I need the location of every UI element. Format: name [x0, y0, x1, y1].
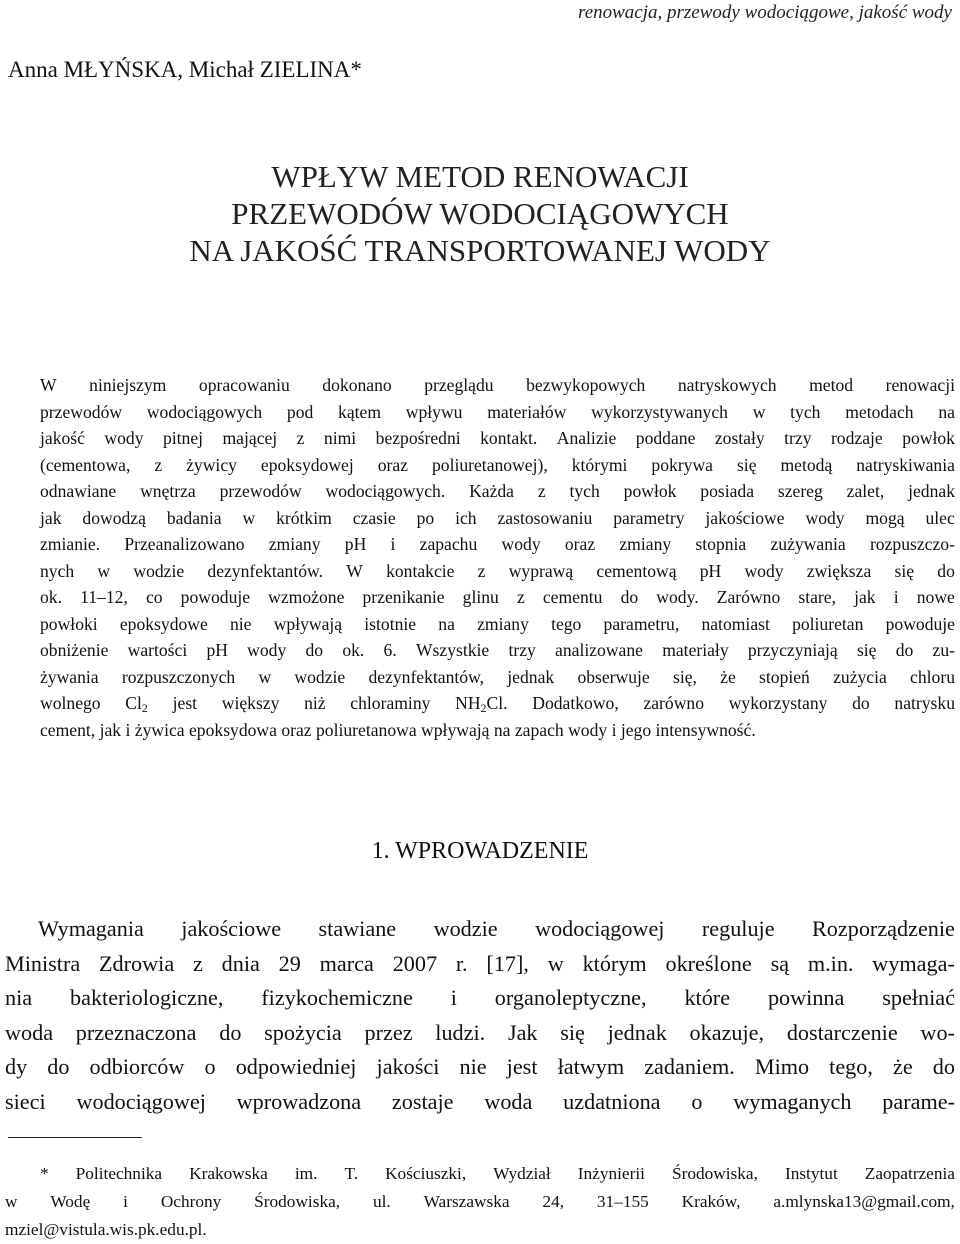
word: przeglądu: [424, 375, 494, 395]
word: i: [893, 587, 899, 607]
word: pitnej: [162, 428, 204, 448]
word: obserwuje: [577, 666, 650, 687]
word: wpływają: [273, 613, 343, 634]
word: Ochrony: [160, 1192, 222, 1211]
abstract-text: Cl. Dodatkowo, zarówno wykorzystany do natrysku: [486, 693, 955, 713]
word: wody.: [656, 587, 699, 607]
footnote: [5, 1160, 955, 1244]
abstract-line: [40, 452, 955, 479]
word: uzdatniona: [563, 1088, 661, 1114]
word: Zaopatrzenia: [864, 1164, 955, 1183]
word: Każda: [469, 481, 514, 501]
word: odpowiedniej: [235, 1054, 357, 1079]
abstract-line: [40, 399, 955, 426]
word: tych: [790, 401, 821, 422]
word: do: [219, 1019, 242, 1045]
word: z: [516, 587, 525, 607]
word: kontakcie: [386, 560, 455, 581]
word: wody: [744, 560, 784, 581]
abstract-line: [40, 425, 955, 452]
intro-line: [5, 912, 955, 947]
word: epoksydowej: [260, 454, 354, 475]
word: pokrywa: [651, 454, 713, 475]
word: pH: [344, 534, 367, 554]
word: Wydział: [493, 1164, 551, 1183]
word: pod: [286, 401, 314, 422]
word: r.: [455, 950, 468, 976]
word: 24,: [542, 1192, 565, 1211]
word: istotnie: [364, 613, 417, 634]
word: wnętrza: [140, 481, 196, 501]
word: tego: [551, 613, 582, 634]
word: że: [893, 1054, 913, 1079]
abstract-line: [40, 690, 955, 717]
word: w: [97, 560, 111, 581]
abstract-line: [40, 505, 955, 532]
word: powłok: [902, 428, 955, 448]
word: cementu: [542, 587, 603, 607]
title-line: WPŁYW METOD RENOWACJI: [271, 159, 689, 194]
word: określone: [665, 950, 752, 976]
word: zadaniem.: [644, 1054, 735, 1079]
word: na: [938, 401, 955, 422]
word: bakteriologiczne,: [70, 985, 224, 1010]
word: powłoki: [40, 613, 98, 634]
word: parametry: [613, 507, 685, 528]
word: mającej: [222, 428, 278, 448]
word: jakość: [40, 428, 85, 448]
word: materiały: [662, 640, 729, 660]
word: trzy: [508, 640, 536, 660]
word: wody: [501, 534, 541, 554]
abstract: [40, 372, 955, 743]
word: dezynfektantów.: [207, 560, 324, 581]
word: zmiany: [268, 534, 321, 554]
word: się: [560, 1019, 585, 1045]
word: ulec: [925, 507, 955, 528]
abstract-line: [40, 372, 955, 399]
word: 31–155: [596, 1192, 649, 1211]
word: fizykochemiczne: [261, 985, 413, 1010]
word: wymaga-: [872, 950, 955, 976]
word: że: [720, 666, 736, 687]
word: stopnia: [695, 534, 747, 554]
word: zastosowaniu: [497, 507, 593, 528]
authors: Anna MŁYŃSKA, Michał ZIELINA*: [8, 57, 362, 82]
word: Ministra: [5, 950, 81, 976]
word: do: [895, 640, 914, 660]
word: ul.: [372, 1192, 391, 1211]
word: parametru,: [603, 613, 680, 634]
word: wodociągowej: [76, 1088, 206, 1114]
abstract-line: [40, 611, 955, 638]
word: cementową: [596, 560, 677, 581]
word: W: [40, 375, 57, 395]
word: w: [242, 507, 256, 528]
word: ich: [455, 507, 477, 528]
word: po: [416, 507, 435, 528]
word: wpływu: [405, 401, 463, 422]
word: dostarczenie: [786, 1019, 898, 1045]
word: którym: [582, 950, 647, 976]
word: oraz: [377, 454, 408, 475]
word: wprowadzona: [236, 1088, 362, 1114]
word: trzy: [784, 428, 812, 448]
word: 11–12,: [80, 587, 128, 607]
word: co: [145, 587, 163, 607]
word: natryskowych: [677, 375, 777, 395]
abstract-line: [40, 664, 955, 691]
word: przewodów: [40, 401, 123, 422]
word: woda: [484, 1088, 533, 1114]
word: odbiorców: [89, 1054, 185, 1079]
word: reguluje: [701, 916, 775, 941]
word: łatwym: [557, 1054, 625, 1079]
intro-line: [5, 1016, 955, 1051]
word: w: [547, 950, 564, 976]
word: na: [438, 613, 455, 634]
word: które: [684, 985, 731, 1010]
word: bezwykopowych: [526, 375, 646, 395]
footnote-line: mziel@vistula.wis.pk.edu.pl.: [5, 1220, 207, 1239]
word: wartości: [127, 640, 188, 660]
word: poliuretan: [792, 613, 864, 634]
abstract-text: jest większy niż chloraminy NH: [147, 693, 481, 713]
word: do: [937, 560, 955, 581]
word: Politechnika: [75, 1164, 163, 1183]
word: parame-: [882, 1088, 955, 1114]
subscript: 2: [480, 701, 487, 715]
word: się: [736, 454, 757, 475]
abstract-line: cement, jak i żywica epoksydowa oraz poliuretanowa wpływają na zapach wody i jego intensywność.: [40, 719, 756, 740]
word: jakości: [376, 1054, 440, 1079]
word: zostaje: [391, 1088, 454, 1114]
word: zmiany: [619, 534, 672, 554]
word: w: [5, 1192, 18, 1211]
word: się: [894, 560, 915, 581]
word: materiałów: [487, 401, 567, 422]
word: Krakowska: [189, 1164, 268, 1183]
word: wody: [104, 428, 144, 448]
word: wzmożone: [268, 587, 345, 607]
title-line: PRZEWODÓW WODOCIĄGOWYCH: [231, 196, 729, 231]
title-line: NA JAKOŚĆ TRANSPORTOWANEJ WODY: [189, 233, 771, 268]
word: a.mlynska13@gmail.com,: [773, 1192, 955, 1211]
word: szereg: [777, 481, 823, 501]
word: przyczyniają: [747, 640, 838, 660]
word: spożycia: [264, 1019, 342, 1045]
word: się,: [672, 666, 697, 687]
word: obniżenie: [40, 640, 109, 660]
intro-paragraph: [5, 912, 955, 1119]
word: opracowaniu: [198, 375, 290, 395]
word: pH: [699, 560, 722, 581]
word: Rozporządzenie: [812, 916, 955, 941]
word: (cementowa,: [40, 454, 131, 475]
word: marca: [319, 950, 374, 976]
word: organoleptyczne,: [494, 985, 647, 1010]
word: powoduje: [180, 587, 251, 607]
word: zalet,: [846, 481, 885, 501]
section-heading: 1. WPROWADZENIE: [371, 838, 589, 864]
word: zu-: [932, 640, 955, 660]
word: do: [47, 1054, 70, 1079]
word: wodociągowych.: [325, 481, 446, 501]
word: wyprawą: [508, 560, 574, 581]
intro-line: [5, 947, 955, 982]
footnote-line: [5, 1188, 955, 1216]
word: kontakt.: [480, 428, 538, 448]
word: do: [932, 1054, 955, 1079]
word: metod: [809, 375, 854, 395]
word: wodociągowej: [535, 916, 665, 941]
word: zużycia: [833, 666, 887, 687]
word: sieci: [5, 1088, 46, 1114]
word: nimi: [323, 428, 357, 448]
word: jakościowe: [181, 916, 282, 941]
word: nowe: [916, 587, 955, 607]
abstract-line: [40, 637, 955, 664]
word: zapachu: [419, 534, 478, 554]
word: do: [305, 640, 324, 660]
word: natryskiwania: [856, 454, 955, 475]
word: i: [123, 1192, 128, 1211]
word: poddane: [635, 428, 696, 448]
word: wody: [247, 640, 287, 660]
keywords: renowacja, przewody wodociągowe, jakość wody: [578, 2, 952, 23]
word: Inżynierii: [577, 1164, 645, 1183]
word: krótkim: [276, 507, 332, 528]
abstract-text: wolnego Cl: [40, 693, 142, 713]
word: natomiast: [701, 613, 770, 634]
word: okazuje,: [689, 1019, 765, 1045]
word: zwiększa: [806, 560, 872, 581]
word: Wymagania: [38, 916, 144, 941]
word: w: [752, 401, 766, 422]
word: dezynfektantów,: [368, 666, 485, 687]
word: jednak: [507, 666, 555, 687]
word: jak: [854, 587, 876, 607]
word: powinna: [767, 985, 845, 1010]
word: wo-: [920, 1019, 955, 1045]
word: i: [450, 985, 457, 1010]
word: o: [204, 1054, 216, 1079]
word: renowacji: [885, 375, 955, 395]
word: T.: [344, 1164, 359, 1183]
word: z: [192, 950, 203, 976]
word: wodociągowych: [146, 401, 263, 422]
footnote-line: [5, 1160, 955, 1188]
word: niniejszym: [89, 375, 167, 395]
intro-line: [5, 1050, 955, 1085]
word: rodzaje: [830, 428, 883, 448]
word: Mimo: [754, 1054, 810, 1079]
word: stopień: [759, 666, 810, 687]
word: Kraków,: [681, 1192, 741, 1211]
word: Zdrowia: [99, 950, 175, 976]
word: ludzi.: [435, 1019, 486, 1045]
word: ok.: [342, 640, 365, 660]
word: jednak: [908, 481, 955, 501]
word: którymi: [571, 454, 628, 475]
word: posiada: [700, 481, 755, 501]
word: tych: [569, 481, 600, 501]
word: nie: [459, 1054, 487, 1079]
word: metodą: [780, 454, 833, 475]
word: dokonano: [322, 375, 392, 395]
word: dnia: [221, 950, 260, 976]
word: odnawiane: [40, 481, 117, 501]
word: o: [691, 1088, 703, 1114]
word: Warszawska: [423, 1192, 510, 1211]
word: się: [856, 640, 877, 660]
word: Analizie: [556, 428, 617, 448]
word: *: [40, 1164, 49, 1183]
word: rozpuszczo-: [869, 534, 955, 554]
word: przewodów: [219, 481, 302, 501]
word: chloru: [910, 666, 955, 687]
word: bezpośredni: [375, 428, 461, 448]
word: oraz: [564, 534, 596, 554]
word: w: [258, 666, 272, 687]
word: wodzie: [433, 916, 498, 941]
word: zmiany: [477, 613, 529, 634]
word: dowodzą: [82, 507, 146, 528]
word: 29: [278, 950, 301, 976]
word: żywicy: [186, 454, 237, 475]
word: Instytut: [784, 1164, 838, 1183]
word: tego,: [829, 1054, 873, 1079]
word: pH: [206, 640, 228, 660]
word: metodach: [845, 401, 914, 422]
word: woda: [5, 1019, 54, 1045]
word: przez: [364, 1019, 413, 1045]
word: Jak: [507, 1019, 538, 1045]
word: jak: [40, 507, 62, 528]
word: analizowane: [555, 640, 643, 660]
word: wodzie: [294, 666, 346, 687]
word: Wodę: [50, 1192, 91, 1211]
word: wody: [805, 507, 845, 528]
word: jest: [506, 1054, 538, 1079]
word: jednak: [607, 1019, 667, 1045]
word: poliuretanowej),: [431, 454, 548, 475]
word: spełniać: [882, 985, 955, 1010]
word: nia: [5, 985, 33, 1010]
word: nych: [40, 560, 75, 581]
word: żywania: [40, 666, 99, 687]
word: Środowiska,: [254, 1192, 341, 1211]
word: wodzie: [133, 560, 185, 581]
word: Środowiska,: [671, 1164, 758, 1183]
word: Wszystkie: [415, 640, 490, 660]
footnote-rule: [8, 1137, 142, 1138]
word: Przeanalizowano: [124, 534, 245, 554]
word: [17],: [486, 950, 529, 976]
word: zużywania: [770, 534, 846, 554]
word: czasie: [352, 507, 396, 528]
intro-line: [5, 981, 955, 1016]
word: z: [296, 428, 305, 448]
word: wymaganych: [733, 1088, 852, 1114]
word: wykorzystywanych: [591, 401, 728, 422]
word: Kościuszki,: [385, 1164, 467, 1183]
word: mogą: [865, 507, 905, 528]
word: do: [620, 587, 639, 607]
word: powłok: [623, 481, 677, 501]
word: zmianie.: [40, 534, 101, 554]
word: kątem: [338, 401, 382, 422]
word: z: [537, 481, 546, 501]
abstract-line: [40, 478, 955, 505]
word: ok.: [40, 587, 62, 607]
abstract-line: [40, 558, 955, 585]
word: stawiane: [318, 916, 397, 941]
word: i: [390, 534, 396, 554]
word: powoduje: [885, 613, 955, 634]
word: przeznaczona: [75, 1019, 197, 1045]
word: glinu: [462, 587, 499, 607]
paper-title: [0, 158, 960, 269]
word: z: [154, 454, 163, 475]
word: Zarówno: [716, 587, 781, 607]
word: W: [346, 560, 363, 581]
word: nie: [230, 613, 252, 634]
word: dy: [5, 1054, 28, 1079]
word: stare,: [798, 587, 836, 607]
word: z: [477, 560, 486, 581]
abstract-line: [40, 584, 955, 611]
word: jakościowe: [705, 507, 785, 528]
word: epoksydowe: [119, 613, 208, 634]
word: im.: [294, 1164, 318, 1183]
word: m.in.: [807, 950, 854, 976]
word: 6.: [383, 640, 397, 660]
intro-line: [5, 1085, 955, 1120]
word: badania: [166, 507, 222, 528]
word: 2007: [392, 950, 438, 976]
word: rozpuszczonych: [121, 666, 236, 687]
word: są: [770, 950, 790, 976]
abstract-line: [40, 531, 955, 558]
subscript: 2: [141, 701, 148, 715]
word: przenikanie: [362, 587, 445, 607]
word: zostały: [714, 428, 765, 448]
